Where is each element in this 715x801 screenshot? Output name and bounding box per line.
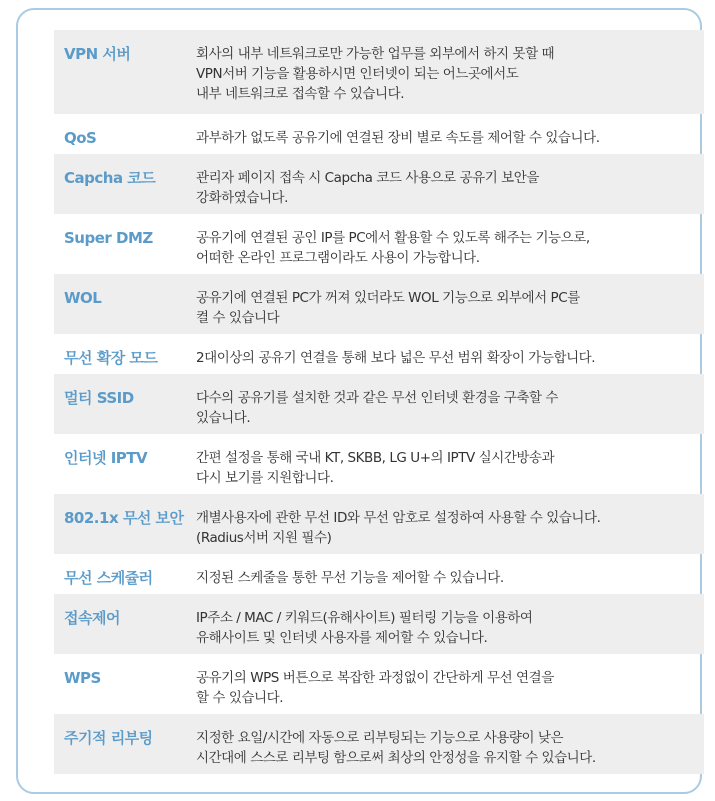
feature-description: 공유기의 WPS 버튼으로 복잡한 과정없이 간단하게 무선 연결을 할 수 있습니다.: [196, 670, 554, 706]
feature-row-super-dmz: [54, 214, 704, 274]
feature-label: 무선 스케쥴러: [64, 569, 153, 587]
feature-label: VPN 서버: [64, 45, 131, 63]
feature-row-capcha: [54, 154, 704, 214]
feature-description: 간편 설정을 통해 국내 KT, SKBB, LG U+의 IPTV 실시간방송과 다시 보기를 지원합니다.: [196, 450, 555, 486]
feature-description: 지정한 요일/시간에 자동으로 리부팅되는 기능으로 사용량이 낮은 시간대에 스스로 리부팅 함으로써 최상의 안정성을 유지할 수 있습니다.: [196, 730, 596, 766]
feature-label: 무선 확장 모드: [64, 349, 158, 367]
feature-description: 관리자 페이지 접속 시 Capcha 코드 사용으로 공유기 보안을 강화하였습니다.: [196, 170, 539, 206]
feature-row-access-control: [54, 594, 704, 654]
feature-description: IP주소 / MAC / 키워드(유해사이트) 필터링 기능을 이용하여 유해사이트 및 인터넷 사용자를 제어할 수 있습니다.: [196, 610, 533, 646]
feature-label: 인터넷 IPTV: [64, 449, 148, 467]
feature-label: WPS: [64, 669, 101, 687]
feature-row-qos: [54, 114, 704, 154]
feature-label: 멀티 SSID: [64, 389, 134, 407]
feature-row-vpn: [54, 30, 704, 114]
feature-row-wol: [54, 274, 704, 334]
feature-description: 2대이상의 공유기 연결을 통해 보다 넓은 무선 범위 확장이 가능합니다.: [196, 350, 596, 366]
feature-label: WOL: [64, 289, 102, 307]
feature-label: 802.1x 무선 보안: [64, 509, 184, 527]
feature-label: Capcha 코드: [64, 169, 156, 187]
feature-list: [54, 30, 704, 774]
feature-row-multi-ssid: [54, 374, 704, 434]
feature-row-wireless-extend: [54, 334, 704, 374]
feature-row-reboot: [54, 714, 704, 774]
feature-description: 개별사용자에 관한 무선 ID와 무선 암호로 설정하여 사용할 수 있습니다. (Radius서버 지원 필수): [196, 510, 601, 546]
feature-label: QoS: [64, 129, 97, 147]
feature-label: Super DMZ: [64, 229, 153, 247]
feature-description: 회사의 내부 네트워크로만 가능한 업무를 외부에서 하지 못할 때 VPN서버 기능을 활용하시면 인터넷이 되는 어느곳에서도 내부 네트워크로 접속할 수 있습니다.: [196, 46, 555, 102]
feature-panel: [16, 8, 702, 794]
feature-row-scheduler: [54, 554, 704, 594]
feature-description: 과부하가 없도록 공유기에 연결된 장비 별로 속도를 제어할 수 있습니다.: [196, 130, 600, 146]
feature-row-iptv: [54, 434, 704, 494]
feature-description: 공유기에 연결된 PC가 꺼져 있더라도 WOL 기능으로 외부에서 PC를 켤 수 있습니다: [196, 290, 580, 326]
feature-description: 지정된 스케줄을 통한 무선 기능을 제어할 수 있습니다.: [196, 570, 504, 586]
feature-label: 주기적 리부팅: [64, 729, 153, 747]
feature-description: 공유기에 연결된 공인 IP를 PC에서 활용할 수 있도록 해주는 기능으로, 어떠한 온라인 프로그램이라도 사용이 가능합니다.: [196, 230, 590, 266]
feature-row-8021x: [54, 494, 704, 554]
feature-description: 다수의 공유기를 설치한 것과 같은 무선 인터넷 환경을 구축할 수 있습니다.: [196, 390, 558, 426]
feature-row-wps: [54, 654, 704, 714]
feature-label: 접속제어: [64, 609, 120, 627]
